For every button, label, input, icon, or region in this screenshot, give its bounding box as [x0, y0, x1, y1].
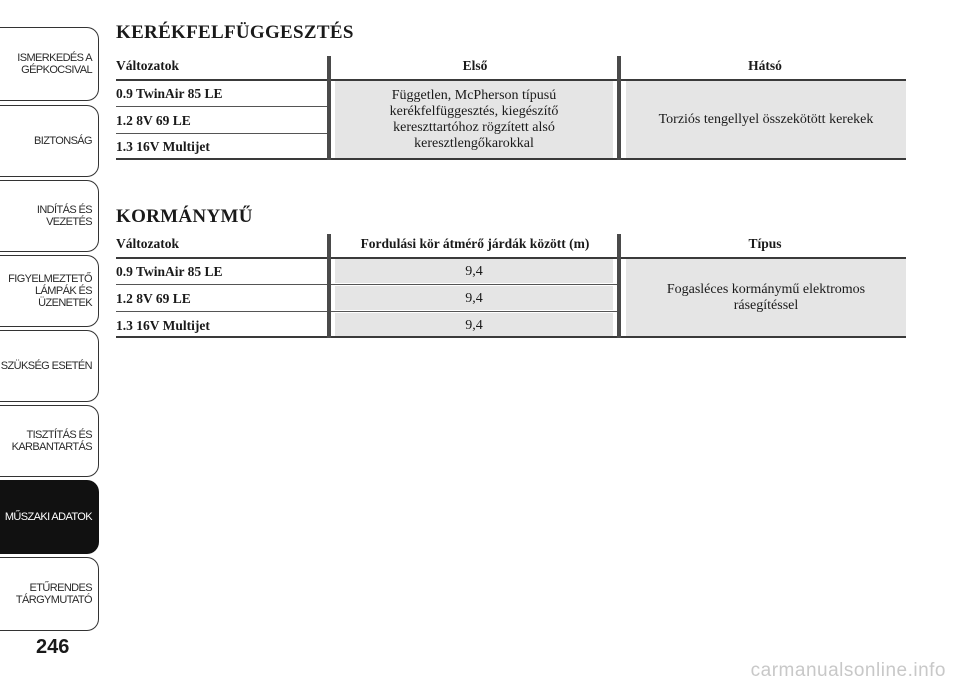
front-line: keresztlengőkarokkal — [414, 135, 534, 151]
front-line: kerékfelfüggesztés, kiegészítő — [389, 103, 559, 119]
variant-label: 0.9 TwinAir 85 LE — [116, 264, 223, 279]
table-rule — [116, 106, 327, 107]
tab-label-line: FIGYELMEZTETŐ — [8, 273, 92, 285]
tab-betrendes[interactable] — [0, 557, 99, 631]
turning-circle-value: 9,4 — [465, 291, 483, 306]
tab-szukseg[interactable] — [0, 330, 99, 402]
tab-label-line: BIZTONSÁG — [34, 135, 92, 147]
tab-inditas[interactable] — [0, 180, 99, 252]
variant-label: 1.2 8V 69 LE — [116, 113, 191, 128]
variant-label: 1.2 8V 69 LE — [116, 291, 191, 306]
tab-label-line: TISZTÍTÁS ÉS — [26, 429, 92, 441]
tab-figyelmezteto[interactable] — [0, 255, 99, 327]
variant-label: 1.3 16V Multijet — [116, 318, 210, 333]
column-divider — [617, 56, 621, 160]
header-front: Első — [462, 58, 488, 73]
column-divider — [617, 234, 621, 338]
tab-label-line: ETŰRENDES — [29, 582, 92, 594]
table-rule — [116, 158, 906, 160]
tab-label-line: INDÍTÁS ÉS — [36, 204, 92, 216]
variant-label: 0.9 TwinAir 85 LE — [116, 86, 223, 101]
turning-circle-value: 9,4 — [465, 318, 483, 333]
page-number: 246 — [36, 636, 70, 658]
section-title-suspension: KERÉKFELFÜGGESZTÉS — [116, 22, 354, 43]
watermark: carmanualsonline.info — [750, 660, 946, 681]
variant-label: 1.3 16V Multijet — [116, 139, 210, 154]
front-suspension-value — [335, 81, 613, 158]
tab-label-line: MŰSZAKI ADATOK — [4, 511, 92, 523]
turning-circle-value: 9,4 — [465, 264, 483, 279]
tab-label-line: ÜZENETEK — [38, 297, 92, 309]
tab-label-line: KARBANTARTÁS — [11, 441, 92, 453]
tab-label-line: GÉPKOCSIVAL — [21, 64, 92, 76]
header-variants: Változatok — [116, 58, 179, 73]
section-title-steering: KORMÁNYMŰ — [116, 206, 253, 227]
steering-type-value — [626, 260, 906, 336]
tab-biztonsag[interactable] — [0, 105, 99, 177]
header-rear: Hátsó — [748, 58, 782, 73]
tab-ismerkedes[interactable] — [0, 27, 99, 101]
tab-label-line: ISMERKEDÉS A — [17, 52, 92, 64]
column-divider — [327, 56, 331, 160]
front-line: Független, McPherson típusú — [391, 87, 557, 103]
tab-label-line: TÁRGYMUTATÓ — [15, 594, 92, 606]
tab-label-line: SZÜKSÉG ESETÉN — [0, 360, 92, 372]
column-divider — [327, 234, 331, 338]
table-rule — [116, 336, 906, 338]
type-line: rásegítéssel — [733, 298, 799, 313]
tab-muszaki-adatok[interactable] — [0, 480, 99, 554]
header-variants: Változatok — [116, 236, 179, 251]
tab-label-line: LÁMPÁK ÉS — [35, 285, 92, 297]
table-rule — [116, 284, 617, 285]
table-rule — [116, 133, 327, 134]
header-turning-circle: Fordulási kör átmérő járdák között (m) — [360, 236, 590, 251]
rear-suspension-value: Torziós tengellyel összekötött kerekek — [658, 111, 874, 127]
header-type: Típus — [748, 236, 782, 251]
type-line: Fogasléces kormánymű elektromos — [666, 282, 866, 297]
table-rule — [116, 311, 617, 312]
table-rule — [116, 257, 906, 259]
front-line: kereszttartóhoz rögzített alsó — [393, 119, 555, 135]
tab-tisztitas[interactable] — [0, 405, 99, 477]
tab-label-line: VEZETÉS — [46, 216, 92, 228]
